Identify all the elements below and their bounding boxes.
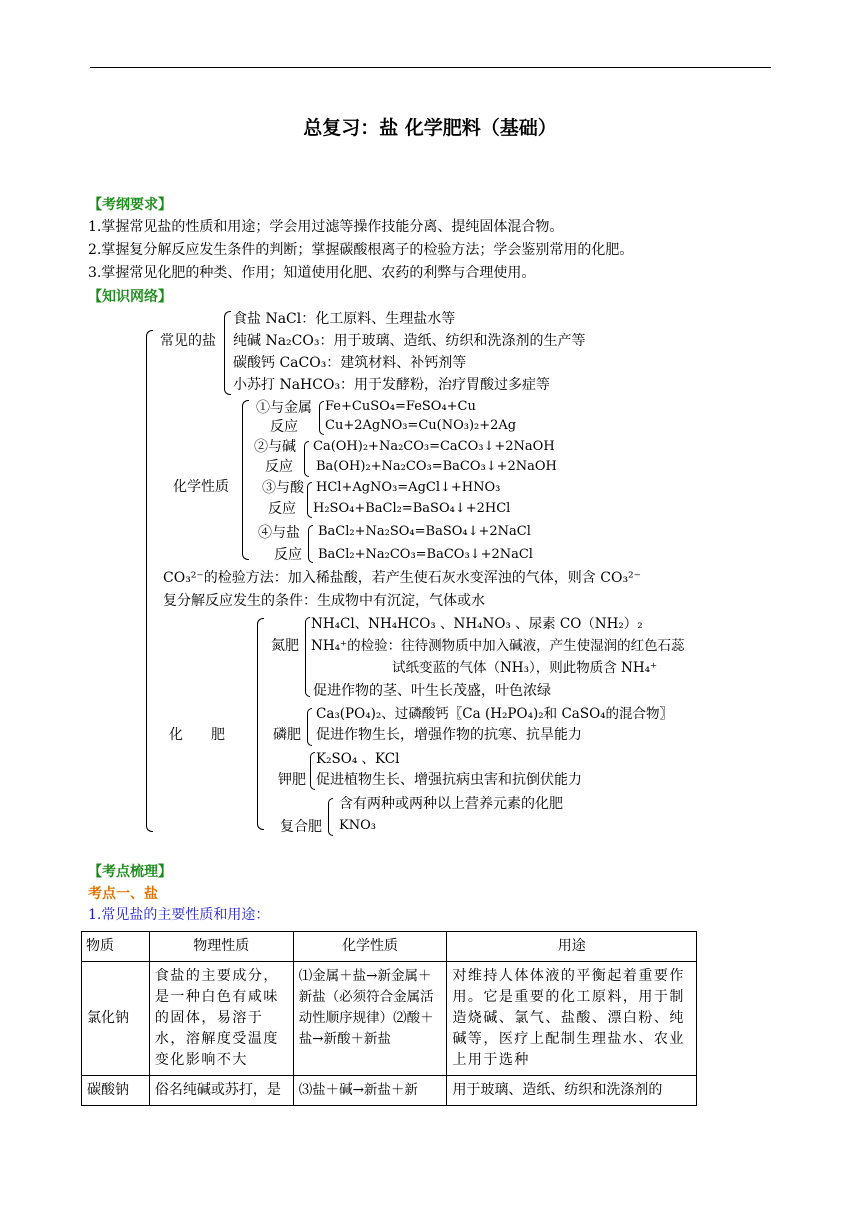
c-item: 含有两种或两种以上营养元素的化肥 (339, 796, 563, 812)
reaction-label: 反应 (265, 459, 293, 475)
equation: Fe+CuSO₄=FeSO₄+Cu (325, 399, 476, 414)
requirement-1: 1.掌握常见盐的性质和用途；学会用过滤等操作技能分离、提纯固体混合物。 (88, 219, 564, 235)
cell-chemical: ⑴金属＋盐→新金属＋新盐（必须符合金属活动性顺序规律）⑵酸＋盐→新酸＋新盐 (293, 962, 447, 1076)
cell-name: 氯化钠 (82, 962, 150, 1076)
network-heading: 【知识网络】 (88, 289, 172, 305)
k-brace (310, 752, 315, 790)
col-header: 物理性质 (149, 932, 293, 962)
table-header-row (82, 932, 697, 962)
equation: BaCl₂+Na₂CO₃=BaCO₃↓+2NaCl (318, 547, 533, 562)
cell-physical: 食盐的主要成分，是一种白色有咸味的固体，易溶于水，溶解度受温度变化影响不大 (149, 962, 293, 1076)
fert-brace (257, 618, 264, 830)
p-item: Ca₃(PO₄)₂、过磷酸钙〖Ca (H₂PO₄)₂和 CaSO₄的混合物〗 (316, 706, 674, 722)
chem-brace (242, 400, 249, 560)
cell-use: 用于玻璃、造纸、纺织和洗涤剂的 (447, 1076, 697, 1106)
col-header: 物质 (82, 932, 150, 962)
p-fert-label: 磷肥 (273, 727, 301, 743)
point1-heading: 考点一、盐 (88, 886, 158, 902)
table-row (82, 1076, 697, 1106)
salts-brace (224, 311, 231, 395)
compound-fert-label: 复合肥 (280, 819, 322, 835)
cell-use: 对维持人体体液的平衡起着重要作用。它是重要的化工原料，用于制造烧碱、氯气、盐酸、漂白粉、纯碱等，医疗上配制生理盐水、农业上用于选种 (447, 962, 697, 1076)
requirement-2: 2.掌握复分解反应发生条件的判断；掌握碳酸根离子的检验方法；学会鉴别常用的化肥。 (88, 242, 634, 258)
k-item: K₂SO₄ 、KCl (316, 751, 400, 767)
salts-table (81, 931, 697, 1106)
point1-subheading: 1.常见盐的主要性质和用途： (88, 907, 270, 923)
equation: Cu+2AgNO₃=Cu(NO₃)₂+2Ag (325, 418, 517, 433)
cell-physical: 俗名纯碱或苏打，是 (149, 1076, 293, 1106)
reaction-label: ③与酸 (262, 480, 304, 496)
reaction-label: ②与碱 (254, 439, 296, 455)
reaction-label: 反应 (270, 419, 298, 435)
col-header: 化学性质 (293, 932, 447, 962)
salt-item: 食盐 NaCl：化工原料、生理盐水等 (233, 311, 456, 327)
chem-props-label: 化学性质 (173, 479, 229, 495)
reaction-label: ①与金属 (256, 400, 312, 416)
co3-test: CO₃²⁻的检验方法：加入稀盐酸，若产生使石灰水变浑浊的气体，则含 CO₃²⁻ (163, 570, 642, 586)
eq-brace (308, 525, 313, 563)
n-item: NH₄⁺的检验：往待测物质中加入碱液，产生使湿润的红色石蕊 (311, 638, 685, 654)
reaction-label: 反应 (274, 547, 302, 563)
eq-brace (307, 482, 312, 518)
n-brace (305, 617, 310, 697)
header-rule (90, 67, 771, 68)
fertilizer-label: 化 肥 (169, 727, 225, 743)
equation: H₂SO₄+BaCl₂=BaSO₄↓+2HCl (313, 501, 511, 516)
points-heading: 【考点梳理】 (88, 864, 172, 880)
reaction-label: ④与盐 (258, 525, 300, 541)
cell-name: 碳酸钠 (82, 1076, 150, 1106)
k-fert-label: 钾肥 (278, 772, 306, 788)
salt-item: 纯碱 Na₂CO₃：用于玻璃、造纸、纺织和洗涤剂的生产等 (233, 333, 586, 349)
salt-item: 碳酸钙 CaCO₃：建筑材料、补钙剂等 (233, 355, 467, 371)
page-title: 总复习：盐 化学肥料（基础） (303, 117, 557, 139)
k-item: 促进植物生长、增强抗病虫害和抗倒伏能力 (316, 772, 582, 788)
equation: Ba(OH)₂+Na₂CO₃=BaCO₃↓+2NaOH (316, 459, 557, 474)
requirement-3: 3.掌握常见化肥的种类、作用；知道使用化肥、农药的利弊与合理使用。 (88, 265, 536, 281)
double-decomposition: 复分解反应发生的条件：生成物中有沉淀，气体或水 (163, 593, 485, 609)
equation: HCl+AgNO₃=AgCl↓+HNO₃ (316, 480, 501, 495)
c-item: KNO₃ (339, 818, 376, 833)
n-item: NH₄Cl、NH₄HCO₃ 、NH₄NO₃ 、尿素 CO（NH₂）₂ (311, 616, 643, 632)
equation: BaCl₂+Na₂SO₄=BaSO₄↓+2NaCl (318, 524, 531, 539)
table-row (82, 962, 697, 1076)
c-brace (328, 798, 333, 836)
common-salts-label: 常见的盐 (160, 333, 216, 349)
salt-item: 小苏打 NaHCO₃：用于发酵粉，治疗胃酸过多症等 (233, 377, 551, 393)
p-item: 促进作物生长，增强作物的抗寒、抗旱能力 (316, 727, 582, 743)
main-brace (146, 330, 153, 832)
p-brace (307, 708, 312, 746)
n-item: 试纸变蓝的气体（NH₃），则此物质含 NH₄⁺ (392, 660, 658, 676)
col-header: 用途 (447, 932, 697, 962)
cell-chemical: ⑶盐＋碱→新盐＋新 (293, 1076, 447, 1106)
reaction-label: 反应 (268, 501, 296, 517)
equation: Ca(OH)₂+Na₂CO₃=CaCO₃↓+2NaOH (313, 439, 555, 454)
eq-brace (304, 441, 309, 477)
n-item: 促进作物的茎、叶生长茂盛，叶色浓绿 (313, 683, 551, 699)
n-fert-label: 氮肥 (271, 638, 299, 654)
requirements-heading: 【考纲要求】 (88, 197, 172, 213)
eq-brace (319, 401, 324, 435)
